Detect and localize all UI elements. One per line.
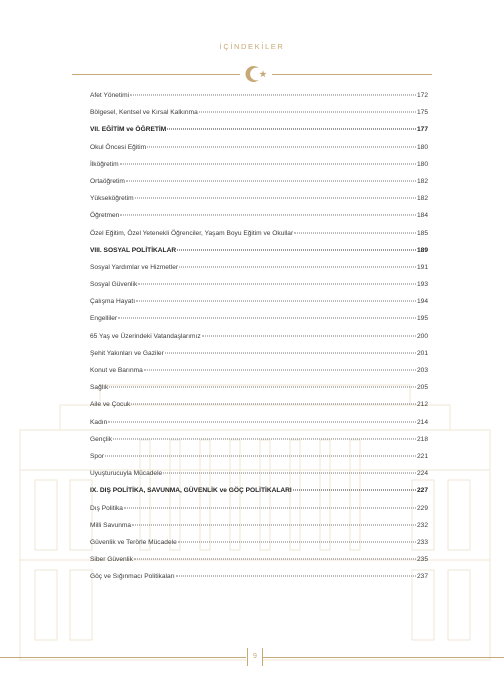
dot-leader (108, 421, 416, 422)
footer-divider-left (0, 657, 246, 658)
toc-entry-page: 237 (416, 573, 428, 581)
toc-entry[interactable] (90, 212, 428, 229)
dot-leader (109, 387, 416, 388)
dot-leader (132, 524, 416, 525)
toc-entry-page: 185 (416, 229, 428, 237)
toc-entry-title: Dış Politika (90, 504, 123, 512)
toc-entry-title: Afet Yönetimi (90, 92, 130, 99)
dot-leader (293, 490, 416, 491)
dot-leader (202, 335, 416, 336)
toc-entry-title: Kadın (90, 418, 108, 426)
toc-entry-title: Uyuşturucuyla Mücadele (90, 470, 163, 478)
toc-entry-title: VIII. SOSYAL POLİTİKALAR (90, 246, 177, 254)
toc-entry[interactable] (90, 573, 428, 590)
toc-entry-page: 201 (416, 349, 428, 357)
toc-entry-page: 194 (416, 298, 428, 306)
toc-entry-title: Milli Savunma (90, 521, 132, 529)
footer-divider-right (262, 657, 504, 658)
toc-entry[interactable] (90, 230, 428, 247)
dot-leader (165, 352, 416, 353)
toc-entry-page: 232 (416, 521, 428, 529)
toc-entry-page: 212 (416, 401, 428, 409)
dot-leader (105, 455, 416, 456)
toc-entry-title: İlköğretim (90, 160, 119, 168)
toc-entry[interactable] (90, 195, 428, 212)
page-title: İÇİNDEKİLER (219, 42, 285, 51)
toc-entry[interactable] (90, 264, 428, 281)
dot-leader (131, 404, 416, 405)
toc-entry-page: 184 (416, 212, 428, 220)
toc-entry[interactable] (90, 161, 428, 178)
toc-entry[interactable] (90, 178, 428, 195)
toc-entry[interactable] (90, 109, 428, 126)
dot-leader (178, 541, 416, 542)
toc-entry[interactable] (90, 92, 428, 109)
toc-entry[interactable] (90, 470, 428, 487)
toc-entry-title: Konut ve Barınma (90, 367, 143, 374)
toc-entry-title: Özel Eğitim, Özel Yetenekli Öğrenciler, Yaşam Boyu Eğitim ve Okullar (90, 229, 294, 237)
toc-entry-title: IX. DIŞ POLİTİKA, SAVUNMA, GÜVENLİK ve GÖÇ POLİTİKALARI (90, 487, 292, 495)
toc-entry-title: Çalışma Hayatı (90, 298, 136, 306)
toc-entry[interactable] (90, 315, 428, 332)
toc-entry-title: Yükseköğretim (90, 195, 134, 203)
toc-entry[interactable] (90, 350, 428, 367)
toc-entry-title: Bölgesel, Kentsel ve Kırsal Kalkınma (90, 109, 198, 117)
dot-leader (147, 146, 416, 147)
toc-entry-title: Sosyal Yardımlar ve Hizmetler (90, 263, 179, 271)
toc-entry-page: 189 (416, 246, 428, 254)
dot-leader (176, 576, 416, 577)
toc-entry-title: Aile ve Çocuk (90, 401, 131, 409)
dot-leader (124, 507, 416, 508)
toc-section-heading[interactable] (90, 247, 428, 264)
toc-entry-page: 233 (416, 538, 428, 546)
toc-entry-page: 180 (416, 160, 428, 168)
toc-entry-title: VII. EĞİTİM ve ÖĞRETİM (90, 126, 167, 134)
dot-leader (167, 129, 416, 130)
dot-leader (199, 112, 416, 113)
toc-entry-page: 172 (416, 92, 428, 99)
dot-leader (120, 215, 416, 216)
toc-entry-page: 182 (416, 195, 428, 203)
toc-entry-page: 224 (416, 470, 428, 478)
dot-leader (177, 249, 416, 250)
toc-entry-page: 214 (416, 418, 428, 426)
dot-leader (134, 559, 416, 560)
toc-entry-title: Sosyal Güvenlik (90, 281, 138, 289)
dot-leader (113, 438, 416, 439)
dot-leader (294, 232, 416, 233)
toc-entry[interactable] (90, 367, 428, 384)
toc-entry-title: Göç ve Sığınmacı Politikaları (90, 573, 175, 581)
dot-leader (136, 301, 416, 302)
toc-entry-title: 65 Yaş ve Üzerindeki Vatandaşlarımız (90, 332, 201, 340)
page-number: 9 (247, 648, 263, 666)
header-divider-right (272, 74, 432, 75)
toc-entry-title: Şehit Yakınları ve Gaziler (90, 349, 164, 357)
toc-entry[interactable] (90, 505, 428, 522)
toc-entry[interactable] (90, 419, 428, 436)
toc-entry-title: Siber Güvenlik (90, 556, 133, 564)
toc-entry-page: 182 (416, 177, 428, 185)
toc-section-heading[interactable] (90, 126, 428, 143)
toc-entry[interactable] (90, 298, 428, 315)
toc-entry-page: 218 (416, 435, 428, 443)
toc-entry[interactable] (90, 281, 428, 298)
toc-entry-page: 205 (416, 384, 428, 392)
toc-entry-page: 180 (416, 143, 428, 151)
toc-entry-title: Ortaöğretim (90, 177, 125, 185)
toc-entry[interactable] (90, 556, 428, 573)
dot-leader (120, 163, 416, 164)
toc-entry[interactable] (90, 522, 428, 539)
toc-entry-title: Öğretmen (90, 212, 120, 220)
dot-leader (130, 95, 416, 96)
toc-entry-page: 229 (416, 504, 428, 512)
dot-leader (135, 198, 416, 199)
header-divider-left (72, 74, 240, 75)
dot-leader (144, 370, 416, 371)
dot-leader (138, 284, 416, 285)
toc-entry[interactable] (90, 384, 428, 401)
toc-entry-page: 200 (416, 332, 428, 340)
toc-entry-page: 175 (416, 109, 428, 117)
toc-entry[interactable] (90, 401, 428, 418)
toc-entry[interactable] (90, 453, 428, 470)
toc-entry-page: 191 (416, 263, 428, 271)
toc-entry-title: Okul Öncesi Eğitim (90, 143, 147, 151)
toc-entry[interactable] (90, 333, 428, 350)
toc-entry-title: Güvenlik ve Terörle Mücadele (90, 538, 177, 546)
toc-entry-title: Engelliler (90, 315, 118, 323)
table-of-contents (90, 92, 428, 590)
dot-leader (179, 266, 416, 267)
dot-leader (163, 473, 416, 474)
toc-entry-page: 221 (416, 452, 428, 460)
toc-entry-page: 227 (416, 487, 428, 495)
dot-leader (118, 318, 416, 319)
toc-entry[interactable] (90, 144, 428, 161)
toc-entry-title: Gençlik (90, 435, 112, 443)
toc-entry-page: 203 (416, 367, 428, 374)
dot-leader (126, 180, 416, 181)
toc-entry-title: Sağlık (90, 384, 109, 392)
toc-entry-title: Spor (90, 452, 104, 460)
toc-entry[interactable] (90, 436, 428, 453)
toc-section-heading[interactable] (90, 487, 428, 504)
toc-entry-page: 235 (416, 556, 428, 564)
toc-entry-page: 195 (416, 315, 428, 323)
toc-entry[interactable] (90, 539, 428, 556)
toc-entry-page: 177 (416, 126, 428, 134)
crescent-star-icon (241, 62, 271, 86)
toc-entry-page: 193 (416, 281, 428, 289)
